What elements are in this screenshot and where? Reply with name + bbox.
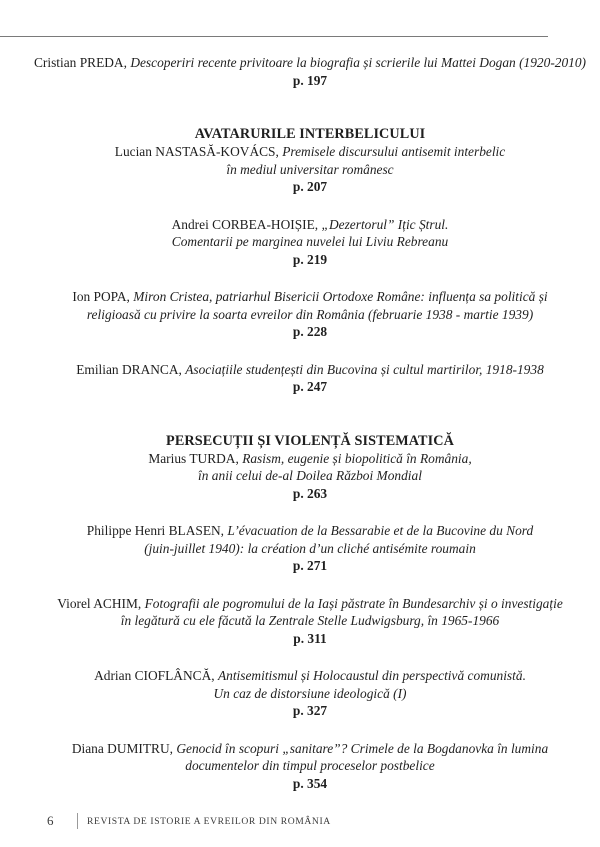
entry-page: p. 219 — [292, 251, 328, 267]
page-number: 6 — [47, 813, 54, 828]
toc-entry — [0, 361, 600, 396]
entry-author: Diana DUMITRU, — [71, 740, 173, 756]
entry-author: Philippe Henri BLASEN, — [86, 523, 225, 538]
entry-title: Premisele discursului antisemit interbelic — [282, 144, 506, 159]
section-heading: AVATARURILE INTERBELICULUI — [194, 126, 426, 142]
entry-page: p. 197 — [292, 72, 328, 88]
entry-title: (juin-juillet 1940): la création d’un cliché antisémite roumain — [144, 540, 476, 556]
toc-entry — [0, 740, 600, 793]
toc-entry — [0, 216, 600, 269]
entry-author: Adrian CIOFLÂNCĂ, — [94, 668, 215, 683]
entry-title: Un caz de distorsiune ideologică (I) — [213, 685, 407, 701]
entry-page: p. 271 — [292, 558, 328, 573]
footer-divider — [77, 813, 78, 829]
toc-entry — [0, 595, 600, 648]
entry-title: Descoperiri recente privitoare la biografia și scrierile lui Mattei Dogan (1920-2010) — [130, 55, 587, 70]
entry-author: Marius TURDA, — [148, 450, 239, 466]
entry-title: în anii celui de-al Doilea Război Mondial — [198, 468, 422, 483]
entry-title: Genocid în scopuri „sanitare”? Crimele de la Bogdanovka în lumina — [176, 740, 549, 756]
journal-title: REVISTA DE ISTORIE A EVREILOR DIN ROMÂNIA — [87, 815, 331, 827]
section-heading: PERSECUȚII ȘI VIOLENȚĂ SISTEMATICĂ — [166, 432, 454, 449]
entry-page: p. 228 — [292, 324, 328, 339]
entry-author: Lucian NASTASĂ-KOVÁCS, — [114, 144, 279, 159]
entry-author: Andrei CORBEA-HOIȘIE, — [171, 216, 319, 232]
entry-title: în legătură cu ele făcută la Zentrale Stelle Ludwigsburg, în 1965-1966 — [120, 613, 500, 628]
toc-entry — [0, 54, 600, 89]
entry-title: în mediul universitar românesc — [226, 161, 394, 177]
entry-author: Cristian PREDA, — [33, 55, 127, 70]
toc-entry — [0, 450, 600, 503]
toc-entry — [0, 143, 600, 196]
page-footer — [47, 812, 331, 830]
header-rule — [0, 36, 548, 37]
entry-author: Emilian DRANCA, — [76, 361, 182, 377]
entry-title: Rasism, eugenie și biopolitică în România, — [242, 450, 472, 466]
entry-page: p. 207 — [292, 179, 328, 194]
entry-title: L’évacuation de la Bessarabie et de la Bucovine du Nord — [227, 523, 534, 538]
entry-author: Viorel ACHIM, — [57, 595, 142, 611]
entry-title: documentelor din timpul proceselor postbelice — [185, 758, 435, 773]
toc-entry — [0, 667, 600, 720]
table-of-contents — [0, 54, 600, 792]
entry-title: Asociațiile studențești din Bucovina și cultul martirilor, 1918-1938 — [185, 361, 544, 377]
entry-title: Fotografii ale pogromului de la Iași păstrate în Bundesarchiv și o investigație — [144, 595, 563, 611]
entry-author: Ion POPA, — [72, 289, 130, 304]
entry-title: „Dezertorul” Ițic Ștrul. — [321, 216, 449, 232]
entry-page: p. 263 — [292, 485, 328, 501]
entry-title: Miron Cristea, patriarhul Bisericii Ortodoxe Române: influența sa politică și — [133, 289, 548, 304]
entry-title: Antisemitismul și Holocaustul din perspectivă comunistă. — [217, 668, 526, 683]
entry-page: p. 327 — [292, 703, 328, 718]
entry-page: p. 354 — [292, 775, 328, 791]
entry-title: religioasă cu privire la soarta evreilor din România (februarie 1938 - martie 1939) — [86, 306, 534, 322]
toc-entry — [0, 288, 600, 341]
toc-entry — [0, 522, 600, 575]
entry-page: p. 247 — [292, 379, 328, 394]
entry-page: p. 311 — [293, 630, 327, 646]
entry-title: Comentarii pe marginea nuvelei lui Liviu Rebreanu — [171, 234, 449, 249]
